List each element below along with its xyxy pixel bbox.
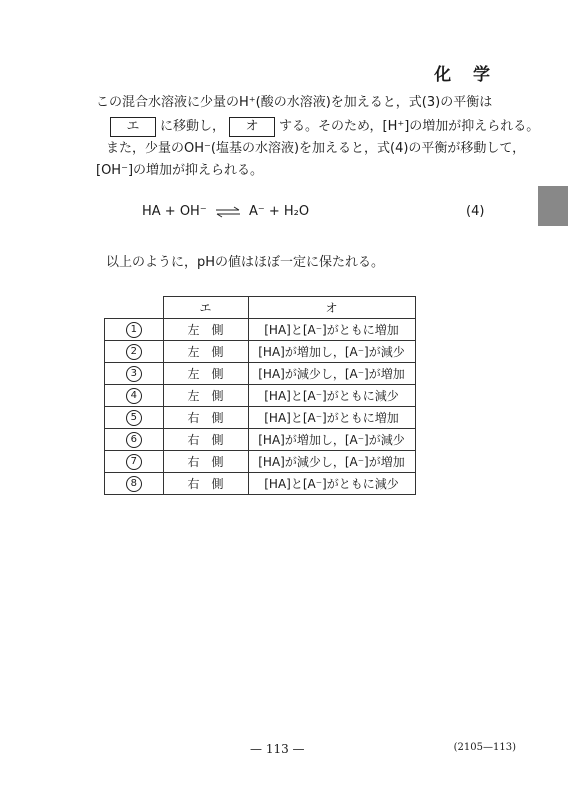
choice-number: 5 xyxy=(105,407,164,429)
equation-left: HA + OH⁻ xyxy=(142,204,207,219)
choice-e: 右 側 xyxy=(163,429,248,451)
choice-o: [HA]が増加し，[A⁻]が減少 xyxy=(248,341,415,363)
subject-title: 化 学 xyxy=(434,65,498,85)
table-row xyxy=(105,363,416,385)
choice-number: 6 xyxy=(105,429,164,451)
paragraph1-end: する。そのため，[H⁺]の増加が抑えられる。 xyxy=(279,119,540,134)
choice-number: 1 xyxy=(105,319,164,341)
table-header-row xyxy=(105,297,416,319)
choice-o: [HA]と[A⁻]がともに減少 xyxy=(248,385,415,407)
choice-o: [HA]が増加し，[A⁻]が減少 xyxy=(248,429,415,451)
equilibrium-arrow-icon xyxy=(215,206,241,218)
equation-right: A⁻ + H₂O xyxy=(248,204,310,219)
choice-o: [HA]と[A⁻]がともに減少 xyxy=(248,473,415,495)
table-row xyxy=(105,319,416,341)
answer-box-o: オ xyxy=(229,117,275,137)
exam-code: (2105—113) xyxy=(453,742,516,753)
choice-o: [HA]が減少し，[A⁻]が増加 xyxy=(248,363,415,385)
choice-number: 3 xyxy=(105,363,164,385)
table-row xyxy=(105,407,416,429)
table-row xyxy=(105,385,416,407)
choice-e: 左 側 xyxy=(163,319,248,341)
table-corner xyxy=(105,297,164,319)
choice-e: 右 側 xyxy=(163,407,248,429)
choice-e: 左 側 xyxy=(163,385,248,407)
paragraph1-line1: この混合水溶液に少量のH⁺(酸の水溶液)を加えると，式(3)の平衡は xyxy=(96,95,493,110)
choice-number: 2 xyxy=(105,341,164,363)
choice-number: 7 xyxy=(105,451,164,473)
choice-table xyxy=(104,296,416,495)
paragraph1-line2 xyxy=(106,116,539,138)
table-row xyxy=(105,451,416,473)
choice-o: [HA]と[A⁻]がともに増加 xyxy=(248,407,415,429)
header-o: オ xyxy=(248,297,415,319)
choice-e: 左 側 xyxy=(163,341,248,363)
answer-box-e: エ xyxy=(110,117,156,137)
choice-number: 8 xyxy=(105,473,164,495)
equation xyxy=(142,204,309,219)
table-row xyxy=(105,341,416,363)
choice-e: 左 側 xyxy=(163,363,248,385)
page-number: — 113 — xyxy=(250,742,305,756)
header-e: エ xyxy=(163,297,248,319)
side-tab-marker xyxy=(538,186,568,226)
table-row xyxy=(105,429,416,451)
table-row xyxy=(105,473,416,495)
paragraph2-line2: [OH⁻]の増加が抑えられる。 xyxy=(96,163,264,178)
choice-number: 4 xyxy=(105,385,164,407)
paragraph2-line1: また，少量のOH⁻(塩基の水溶液)を加えると，式(4)の平衡が移動して， xyxy=(106,141,526,156)
equation-number: (4) xyxy=(466,204,485,219)
choice-e: 右 側 xyxy=(163,473,248,495)
choice-o: [HA]が減少し，[A⁻]が増加 xyxy=(248,451,415,473)
choice-o: [HA]と[A⁻]がともに増加 xyxy=(248,319,415,341)
paragraph1-mid: に移動し， xyxy=(160,119,226,134)
conclusion-text: 以上のように，pHの値はほぼ一定に保たれる。 xyxy=(106,255,385,270)
choice-e: 右 側 xyxy=(163,451,248,473)
